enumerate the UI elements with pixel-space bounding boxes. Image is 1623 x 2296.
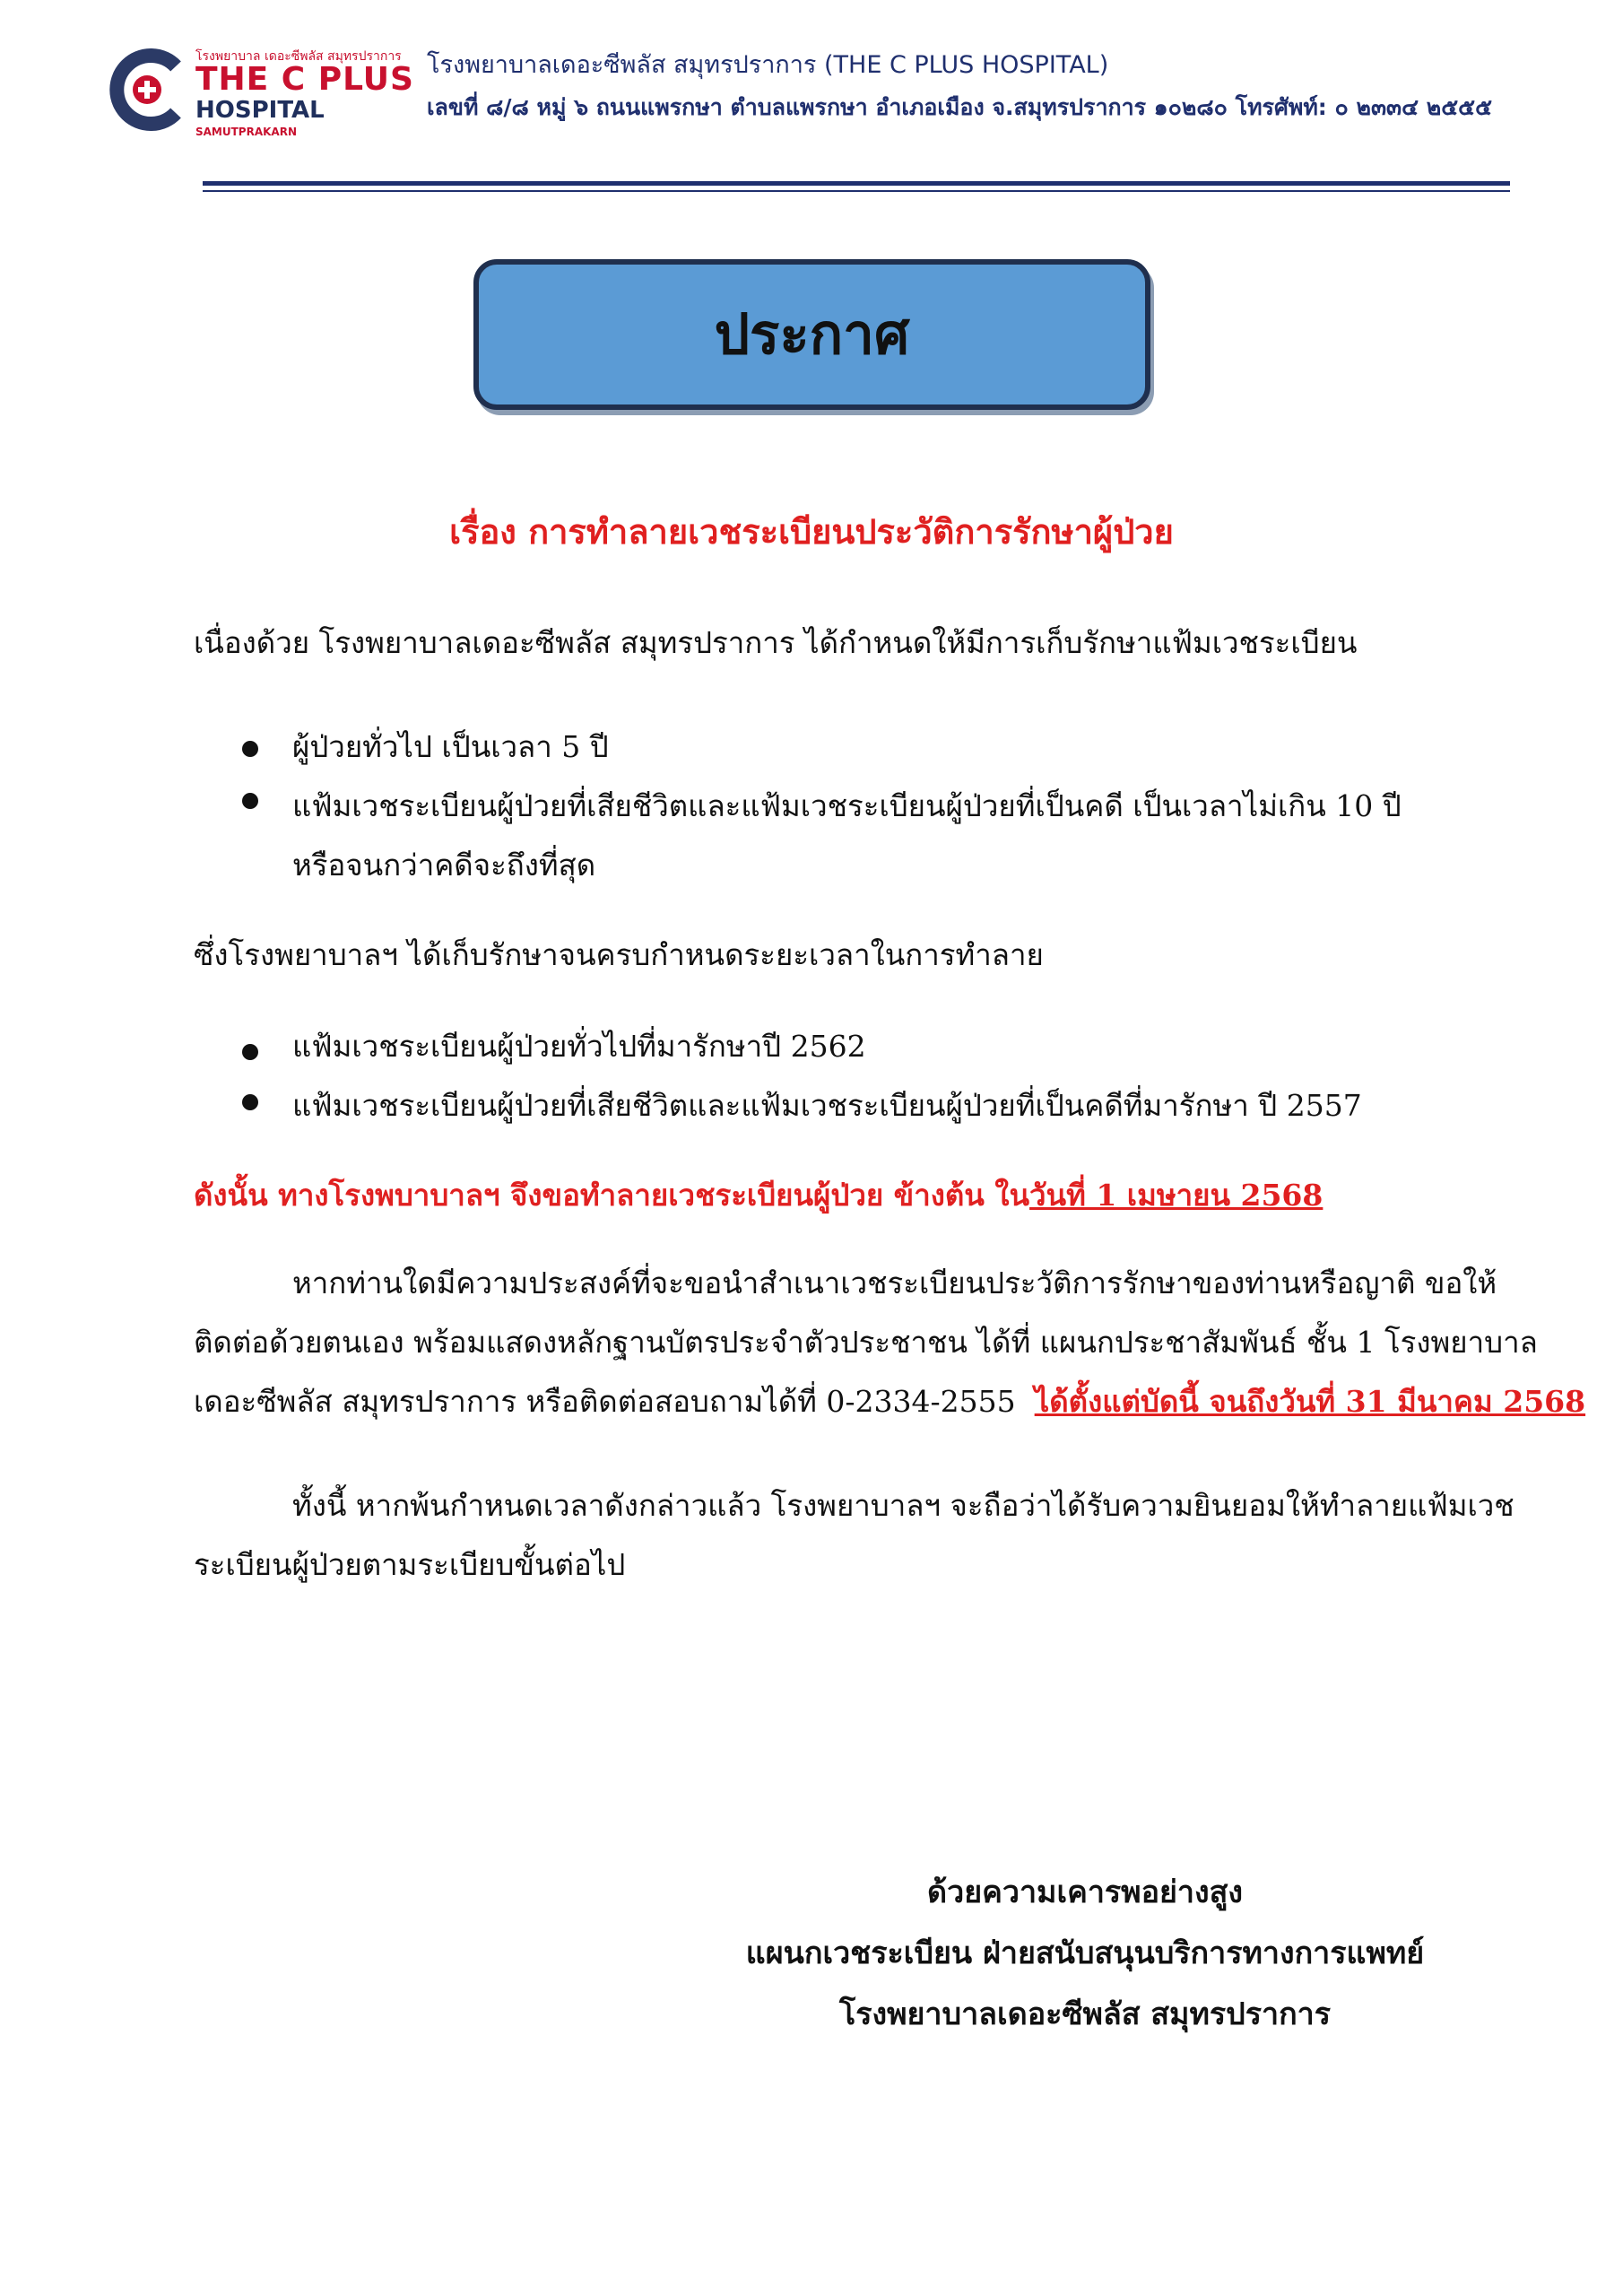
bullet-icon: [242, 741, 258, 757]
logo-small-text: โรงพยาบาล เดอะซีพลัส สมุทรปราการ: [195, 49, 402, 64]
signature-department: แผนกเวชระเบียน ฝ่ายสนับสนุนบริการทางการแพทย์: [745, 1935, 1425, 1971]
middle-paragraph: ซึ่งโรงพยาบาลฯ ได้เก็บรักษาจนครบกำหนดระยะเวลาในการทำลาย: [194, 937, 1044, 972]
list-item-continuation: หรือจนกว่าคดีจะถึงที่สุด: [292, 848, 596, 883]
announcement-title-box: [473, 259, 1150, 410]
header-hospital-name: โรงพยาบาลเดอะซีพลัส สมุทรปราการ (THE C PLUS HOSPITAL): [427, 51, 1109, 79]
logo-brand: THE C PLUS: [195, 61, 414, 98]
list-item: แฟ้มเวชระเบียนผู้ป่วยทั่วไปที่มารักษาปี 2562: [292, 1029, 866, 1064]
contact-deadline: ได้ตั้งแต่บัดนี้ จนถึงวันที่ 31 มีนาคม 2568: [1034, 1384, 1586, 1419]
signature-hospital: โรงพยาบาลเดอะซีพลัส สมุทรปราการ: [838, 1996, 1332, 2032]
header-divider-thick: [203, 181, 1510, 186]
announcement-title: ประกาศ: [714, 301, 910, 367]
destruction-date: วันที่ 1 เมษายน 2568: [1029, 1178, 1324, 1213]
closing-line-1: ทั้งนี้ หากพ้นกำหนดเวลาดังกล่าวแล้ว โรงพยาบาลฯ จะถือว่าได้รับความยินยอมให้ทำลายแฟ้มเวช: [292, 1488, 1515, 1523]
bullet-icon: [242, 793, 258, 809]
list-item: ผู้ป่วยทั่วไป เป็นเวลา 5 ปี: [292, 729, 609, 764]
c-plus-logo-icon: [106, 48, 188, 131]
header-divider-thin: [203, 190, 1510, 192]
list-item: แฟ้มเวชระเบียนผู้ป่วยที่เสียชีวิตและแฟ้มเวชระเบียนผู้ป่วยที่เป็นคดี เป็นเวลาไม่เกิน 10 ปี: [292, 788, 1402, 823]
destruction-notice: [194, 1171, 1323, 1219]
announcement-subject: เรื่อง การทำลายเวชระเบียนประวัติการรักษาผู้ป่วย: [449, 511, 1174, 552]
logo-location: SAMUTPRAKARN: [195, 126, 297, 138]
contact-line-3: [194, 1378, 1585, 1425]
closing-line-2: ระเบียนผู้ป่วยตามระเบียบขั้นต่อไป: [194, 1547, 626, 1582]
header-address: เลขที่ ๘/๘ หมู่ ๖ ถนนแพรกษา ตำบลแพรกษา อำเภอเมือง จ.สมุทรปราการ ๑๐๒๘๐ โทรศัพท์: ๐ ๒๓๓๔ ๒๕๕๕: [427, 94, 1493, 120]
bullet-icon: [242, 1044, 258, 1060]
bullet-icon: [242, 1094, 258, 1110]
contact-line-1: หากท่านใดมีความประสงค์ที่จะขอนำสำเนาเวชระเบียนประวัติการรักษาของท่านหรือญาติ ขอให้: [292, 1265, 1497, 1300]
intro-paragraph: เนื่องด้วย โรงพยาบาลเดอะซีพลัส สมุทรปราการ ได้กำหนดให้มีการเก็บรักษาแฟ้มเวชระเบียน: [194, 625, 1358, 660]
hospital-logo: [106, 41, 429, 140]
logo-hospital: HOSPITAL: [195, 97, 325, 124]
list-item: แฟ้มเวชระเบียนผู้ป่วยที่เสียชีวิตและแฟ้มเวชระเบียนผู้ป่วยที่เป็นคดีที่มารักษา ปี 2557: [292, 1088, 1362, 1123]
signature-salutation: ด้วยความเคารพอย่างสูง: [927, 1874, 1243, 1910]
destruction-notice-text: ดังนั้น ทางโรงพบาบาลฯ จึงขอทำลายเวชระเบียนผู้ป่วย ข้างต้น ใน: [194, 1178, 1030, 1213]
contact-line-2: ติดต่อด้วยตนเอง พร้อมแสดงหลักฐานบัตรประจำตัวประชาชน ได้ที่ แผนกประชาสัมพันธ์ ชั้น 1 โรงพยาบาล: [194, 1325, 1538, 1360]
contact-phone-text: เดอะซีพลัส สมุทรปราการ หรือติดต่อสอบถามได้ที่ 0-2334-2555: [194, 1384, 1016, 1419]
